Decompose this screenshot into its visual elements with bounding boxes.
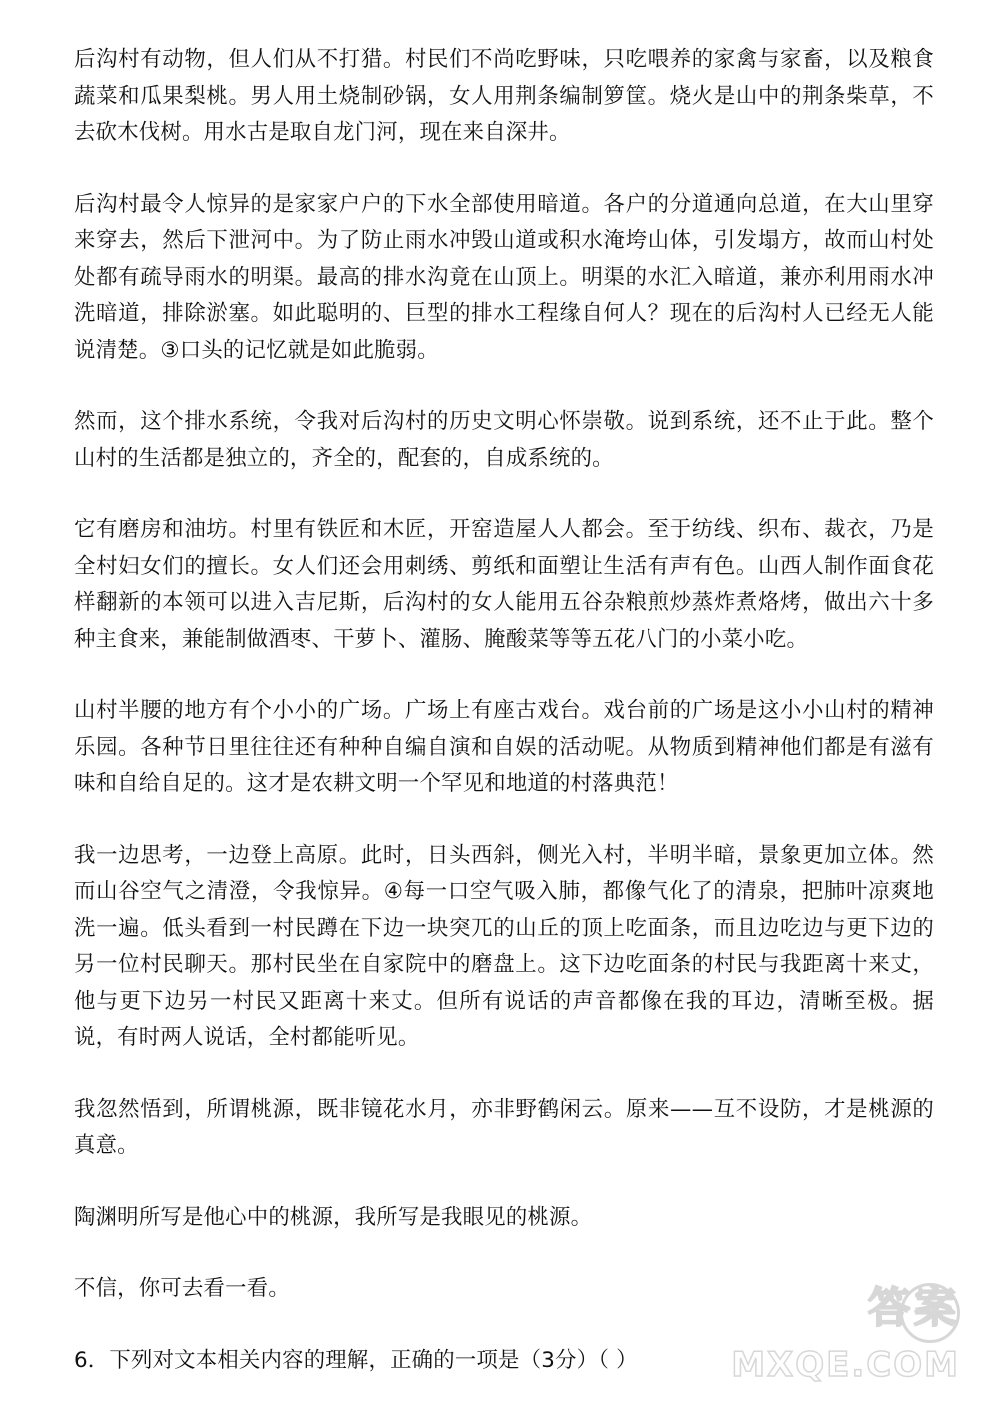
paragraph-7: 我忽然悟到，所谓桃源，既非镜花水月，亦非野鹤闲云。原来——互不设防，才是桃源的真意。: [74, 1096, 934, 1158]
paragraph-4: 它有磨房和油坊。村里有铁匠和木匠，开窑造屋人人都会。至于纺线、织布、裁衣，乃是全村妇女们的擅长。女人们还会用刺绣、剪纸和面塑让生活有声有色。山西人制作面食花样翻新的本领可以进入吉尼斯，后沟村的女人能用五谷杂粮煎炒蒸炸煮烙烤，做出六十多种主食来，兼能制做酒枣、干萝卜、灌肠、腌酸菜等等五花八门的小菜小吃。: [74, 517, 934, 652]
watermark-top-text: 答案: [867, 1283, 960, 1332]
paragraph-1: 后沟村有动物，但人们从不打猎。村民们不尚吃野味，只吃喂养的家禽与家畜，以及粮食蔬菜和瓜果梨桃。男人用土烧制砂锅，女人用荆条编制箩筐。烧火是山中的荆条柴草，不去砍木伐树。用水古是取自龙门河，现在来自深井。: [74, 47, 934, 145]
watermark-bottom-text: MXQE.COM: [731, 1345, 960, 1385]
document-body: [74, 42, 934, 1414]
paragraph-3: 然而，这个排水系统，令我对后沟村的历史文明心怀崇敬。说到系统，还不止于此。整个山村的生活都是独立的，齐全的，配套的，自成系统的。: [74, 409, 934, 471]
question-6: 6．下列对文本相关内容的理解，正确的一项是（3分）（ ）: [74, 1347, 638, 1373]
paragraph-6: 我一边思考，一边登上高原。此时，日头西斜，侧光入村，半明半暗，景象更加立体。然而山谷空气之清澄，令我惊异。④每一口空气吸入肺，都像气化了的清泉，把肺叶凉爽地洗一遍。低头看到一村民蹲在下边一块突兀的山丘的顶上吃面条，而且边吃边与更下边的另一位村民聊天。那村民坐在自家院中的磨盘上。这下边吃面条的村民与我距离十来丈，他与更下边另一村民又距离十来丈。但所有说话的声音都像在我的耳边，清晰至极。据说，有时两人说话，全村都能听见。: [74, 842, 934, 1050]
paragraph-9: 不信，你可去看一看。: [74, 1276, 290, 1301]
watermark-logo: [731, 1275, 960, 1395]
paragraph-5: 山村半腰的地方有个小小的广场。广场上有座古戏台。戏台前的广场是这小小山村的精神乐园。各种节日里往往还有种种自编自演和自娱的活动呢。从物质到精神他们都是有滋有味和自给自足的。这才是农耕文明一个罕见和地道的村落典范！: [74, 698, 934, 796]
paragraph-8: 陶渊明所写是他心中的桃源，我所写是我眼见的桃源。: [74, 1204, 593, 1230]
paragraph-2: 后沟村最令人惊异的是家家户户的下水全部使用暗道。各户的分道通向总道，在大山里穿来穿去，然后下泄河中。为了防止雨水冲毁山道或积水淹垮山体，引发塌方，故而山村处处都有疏导雨水的明渠。最高的排水沟竟在山顶上。明渠的水汇入暗道，兼亦利用雨水冲洗暗道，排除淤塞。如此聪明的、巨型的排水工程缘自何人？现在的后沟村人已经无人能说清楚。③口头的记忆就是如此脆弱。: [74, 191, 934, 363]
